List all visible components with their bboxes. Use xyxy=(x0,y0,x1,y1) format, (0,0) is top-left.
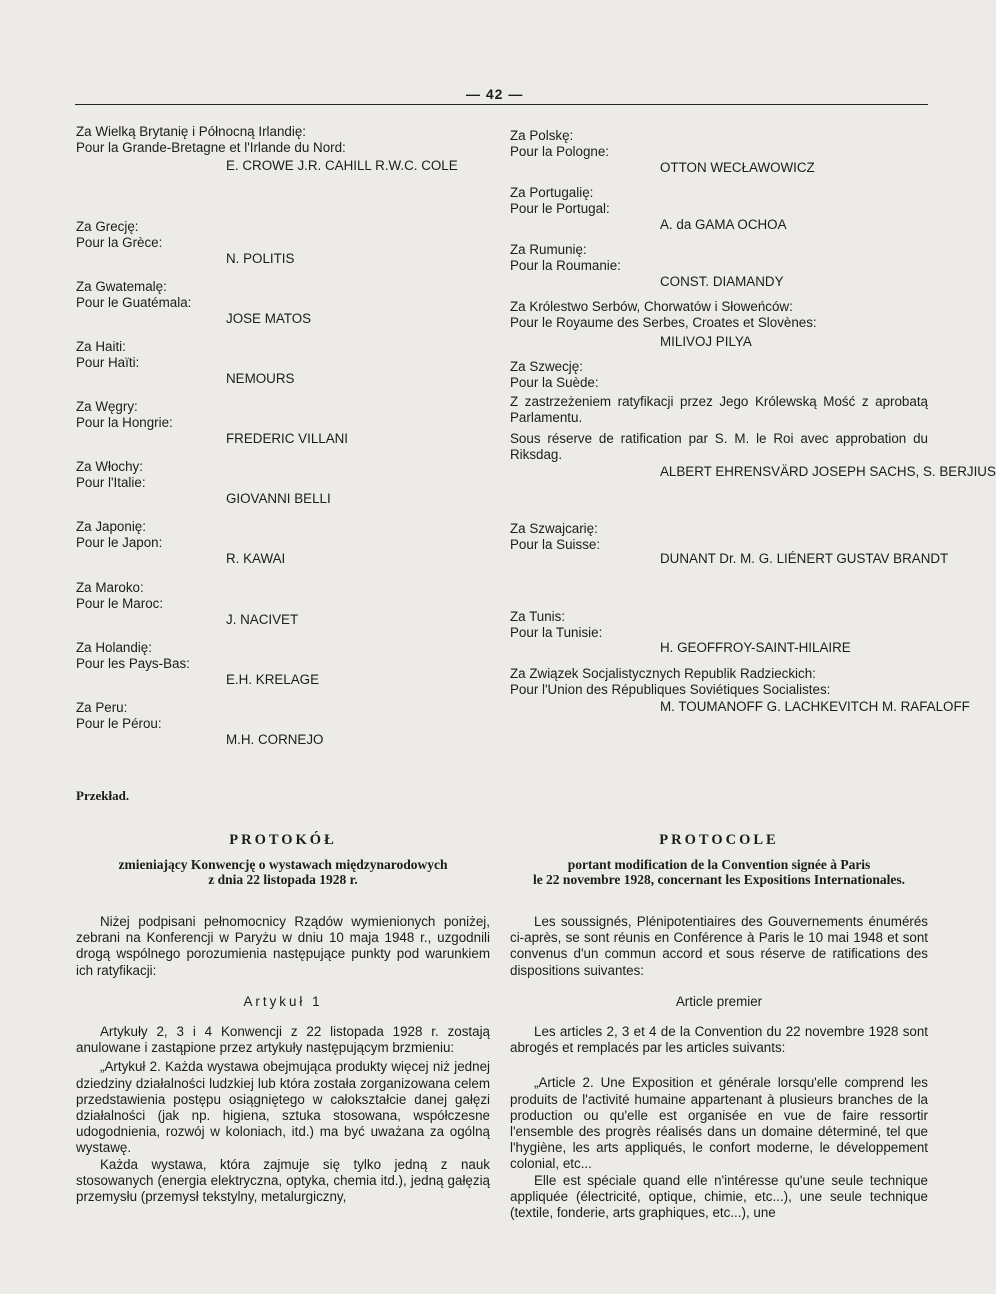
country-label-french: Pour le Maroc: xyxy=(76,596,164,611)
country-label-polish: Za Szwecję: xyxy=(510,359,583,374)
signatory-name: H. GEOFFROY-SAINT-HILAIRE xyxy=(660,640,851,655)
country-label-polish: Za Haiti: xyxy=(76,339,126,354)
signature-block-sweden xyxy=(510,359,599,391)
signatory-name: M. TOUMANOFF xyxy=(660,699,763,714)
signatory-name: NEMOURS xyxy=(226,371,295,386)
country-label-polish: Za Wielką Brytanię i Północną Irlandię: xyxy=(76,124,306,139)
country-label-french: Pour le Royaume des Serbes, Croates et Slovènes: xyxy=(510,315,817,330)
article-2-paragraph: „Article 2. Une Exposition et générale lorsqu'elle comprend les produits de l'activité humaine appartenant à plusieurs branches de la production ou qu'elle est organisée en vue de faire ressortir l'ensemble des progrès réalisés dans un domaine déterminé, tel que l'hygiène, les arts appliqués, le confort moderne, le développement colonial, etc... xyxy=(510,1075,928,1172)
country-label-french: Pour la Grèce: xyxy=(76,235,163,250)
signature-block-yugoslavia xyxy=(510,299,817,331)
protocol-subtitle-french xyxy=(510,857,928,887)
intro-paragraph: Niżej podpisani pełnomocnicy Rządów wymienionych poniżej, zebrani na Konferencji w Paryżu w dniu 10 maja 1948 r., uzgodnili drogą wspólnego porozumienia następujące punkty pod warunkiem ich ratyfikacji: xyxy=(76,914,490,978)
country-label-polish: Za Węgry: xyxy=(76,399,138,414)
signatory-name: G. LACHKEVITCH xyxy=(766,699,879,714)
signature-block-italy xyxy=(76,459,146,491)
country-label-polish: Za Związek Socjalistycznych Republik Radzieckich: xyxy=(510,666,816,681)
country-label-polish: Za Gwatemalę: xyxy=(76,279,167,294)
protocol-intro-polish xyxy=(76,914,490,979)
country-label-polish: Za Portugalię: xyxy=(510,185,594,200)
country-label-french: Pour la Suisse: xyxy=(510,537,601,552)
country-label-french: Pour la Pologne: xyxy=(510,144,610,159)
signature-block-morocco xyxy=(76,580,163,612)
signature-block-hungary xyxy=(76,399,173,431)
signatory-name: E.H. KRELAGE xyxy=(226,672,320,687)
signatory-name: MILIVOJ PILYA xyxy=(660,334,752,349)
signatory-name: M.H. CORNEJO xyxy=(226,732,324,747)
article-body-french xyxy=(510,1024,928,1221)
signatory-names xyxy=(660,551,948,567)
country-label-polish: Za Rumunię: xyxy=(510,242,587,257)
signature-block-netherlands xyxy=(76,640,190,672)
ratification-reservation-polish: Z zastrzeżeniem ratyfikacji przez Jego Królewską Mość z aprobatą Parlamentu. xyxy=(510,394,928,425)
signatory-name: CONST. DIAMANDY xyxy=(660,274,784,289)
article-2-paragraph: „Artykuł 2. Każda wystawa obejmująca produkty więcej niż jednej dziedziny działalności ludzkiej lub która została zorganizowana celem przedstawienia postępu osiągniętego w całokształcie danej gałęzi działalności (jak np. higiena, sztuka stosowana, współczesne udogodnienia, rozwój w koloniach, itd.) ma być uważana za ogólną wystawę. xyxy=(76,1059,490,1156)
signatory-names xyxy=(660,464,996,480)
country-label-french: Pour la Grande-Bretagne et l'Irlande du Nord: xyxy=(76,140,346,155)
signature-block-switzerland xyxy=(510,521,600,553)
signatory-name: M. RAFALOFF xyxy=(882,699,970,714)
article-intro: Artykuły 2, 3 i 4 Konwencji z 22 listopada 1928 r. zostają anulowane i zastąpione przez artykuły następującym brzmieniu: xyxy=(76,1024,490,1056)
country-label-french: Pour le Guatémala: xyxy=(76,295,192,310)
signatory-name: FREDERIC VILLANI xyxy=(226,431,349,446)
signatory-name: R. KAWAI xyxy=(226,551,286,566)
translation-mark: Przekład. xyxy=(76,788,130,803)
signatory-name: JOSEPH SACHS, xyxy=(812,464,920,479)
protocol-intro-french xyxy=(510,914,928,979)
signature-block-portugal xyxy=(510,185,610,217)
signatory-name: N. POLITIS xyxy=(226,251,295,266)
country-label-polish: Za Japonię: xyxy=(76,519,146,534)
subtitle-line: z dnia 22 listopada 1928 r. xyxy=(208,872,358,887)
article-heading-french: Article premier xyxy=(675,994,763,1009)
country-label-polish: Za Grecję: xyxy=(76,219,139,234)
signatory-names xyxy=(226,158,458,174)
country-label-polish: Za Polskę: xyxy=(510,128,574,143)
signature-block-ussr xyxy=(510,666,830,698)
article-intro: Les articles 2, 3 et 4 de la Convention du 22 novembre 1928 sont abrogés et remplacés par les articles suivants: xyxy=(510,1024,928,1056)
protocol-title-polish: PROTOKÓŁ xyxy=(229,832,337,848)
intro-paragraph: Les soussignés, Plénipotentiaires des Gouvernements énumérés ci-après, se sont réunis en Conférence à Paris le 10 mai 1948 et sont convenus d'un commun accord et sous réserve de ratifications des dispositions suivantes: xyxy=(510,914,928,978)
signatory-name: ALBERT EHRENSVÄRD xyxy=(660,464,809,479)
country-label-french: Pour Haïti: xyxy=(76,355,140,370)
country-label-polish: Za Peru: xyxy=(76,700,128,715)
signature-block-haiti xyxy=(76,339,139,371)
signature-block-tunisia xyxy=(510,609,602,641)
signatory-name: S. BERJIUS xyxy=(922,464,996,479)
signatory-name: J.R. CAHILL xyxy=(297,158,372,173)
signatory-name: A. da GAMA OCHOA xyxy=(660,217,787,232)
signature-block-greece xyxy=(76,219,162,251)
signatory-name: E. CROWE xyxy=(226,158,294,173)
signatory-name: Dr. M. G. LIÉNERT xyxy=(719,551,833,566)
country-label-polish: Za Włochy: xyxy=(76,459,143,474)
signature-block-peru xyxy=(76,700,162,732)
signatory-name: GIOVANNI BELLI xyxy=(226,491,331,506)
subtitle-line: le 22 novembre 1928, concernant les Expositions Internationales. xyxy=(532,872,906,887)
signature-block-guatemala xyxy=(76,279,191,311)
country-label-polish: Za Maroko: xyxy=(76,580,144,595)
country-label-french: Pour la Roumanie: xyxy=(510,258,621,273)
signature-block-poland xyxy=(510,128,609,160)
country-label-polish: Za Szwajcarię: xyxy=(510,521,598,536)
country-label-french: Pour la Tunisie: xyxy=(510,625,603,640)
country-label-polish: Za Holandię: xyxy=(76,640,152,655)
country-label-polish: Za Królestwo Serbów, Chorwatów i Słoweńców: xyxy=(510,299,793,314)
signatory-name: R.W.C. COLE xyxy=(375,158,458,173)
signatory-name: JOSE MATOS xyxy=(226,311,312,326)
country-label-french: Pour l'Italie: xyxy=(76,475,146,490)
article-2-paragraph: Elle est spéciale quand elle n'intéresse qu'une seule technique appliquée (électricité, optique, chimie, etc...), une seule technique (textile, fonderie, arts graphiques, etc...), une xyxy=(510,1172,928,1221)
country-label-french: Pour les Pays-Bas: xyxy=(76,656,190,671)
ratification-reservation-french: Sous réserve de ratification par S. M. le Roi avec approbation du Riksdag. xyxy=(510,431,928,462)
signature-block-gb xyxy=(76,124,346,156)
country-label-french: Pour la Suède: xyxy=(510,375,599,390)
country-label-french: Pour le Japon: xyxy=(76,535,163,550)
article-heading-polish: Artykuł 1 xyxy=(243,994,323,1009)
signature-block-romania xyxy=(510,242,621,274)
page-number: — 42 — xyxy=(466,86,524,102)
country-label-polish: Za Tunis: xyxy=(510,609,566,624)
country-label-french: Pour la Hongrie: xyxy=(76,415,173,430)
subtitle-line: zmieniający Konwencję o wystawach międzynarodowych xyxy=(118,857,448,872)
top-rule xyxy=(75,104,928,105)
signatory-name: J. NACIVET xyxy=(226,612,299,627)
signature-block-japan xyxy=(76,519,162,551)
article-2-paragraph: Każda wystawa, która zajmuje się tylko jedną z nauk stosowanych (energia elektryczna, optyka, chemia itd.), jedną gałęzią przemysłu (przemysł tekstylny, metalurgiczny, xyxy=(76,1156,490,1205)
protocol-subtitle-polish xyxy=(76,857,490,887)
country-label-french: Pour le Portugal: xyxy=(510,201,610,216)
country-label-french: Pour l'Union des Républiques Soviétiques Socialistes: xyxy=(510,682,831,697)
subtitle-line: portant modification de la Convention signée à Paris xyxy=(567,857,871,872)
signatory-name: GUSTAV BRANDT xyxy=(836,551,949,566)
signatory-name: OTTON WECŁAWOWICZ xyxy=(660,160,815,175)
country-label-french: Pour le Pérou: xyxy=(76,716,162,731)
signatory-name: DUNANT xyxy=(660,551,716,566)
signatory-names xyxy=(660,699,970,715)
article-body-polish xyxy=(76,1024,490,1205)
protocol-title-french: PROTOCOLE xyxy=(659,832,779,848)
